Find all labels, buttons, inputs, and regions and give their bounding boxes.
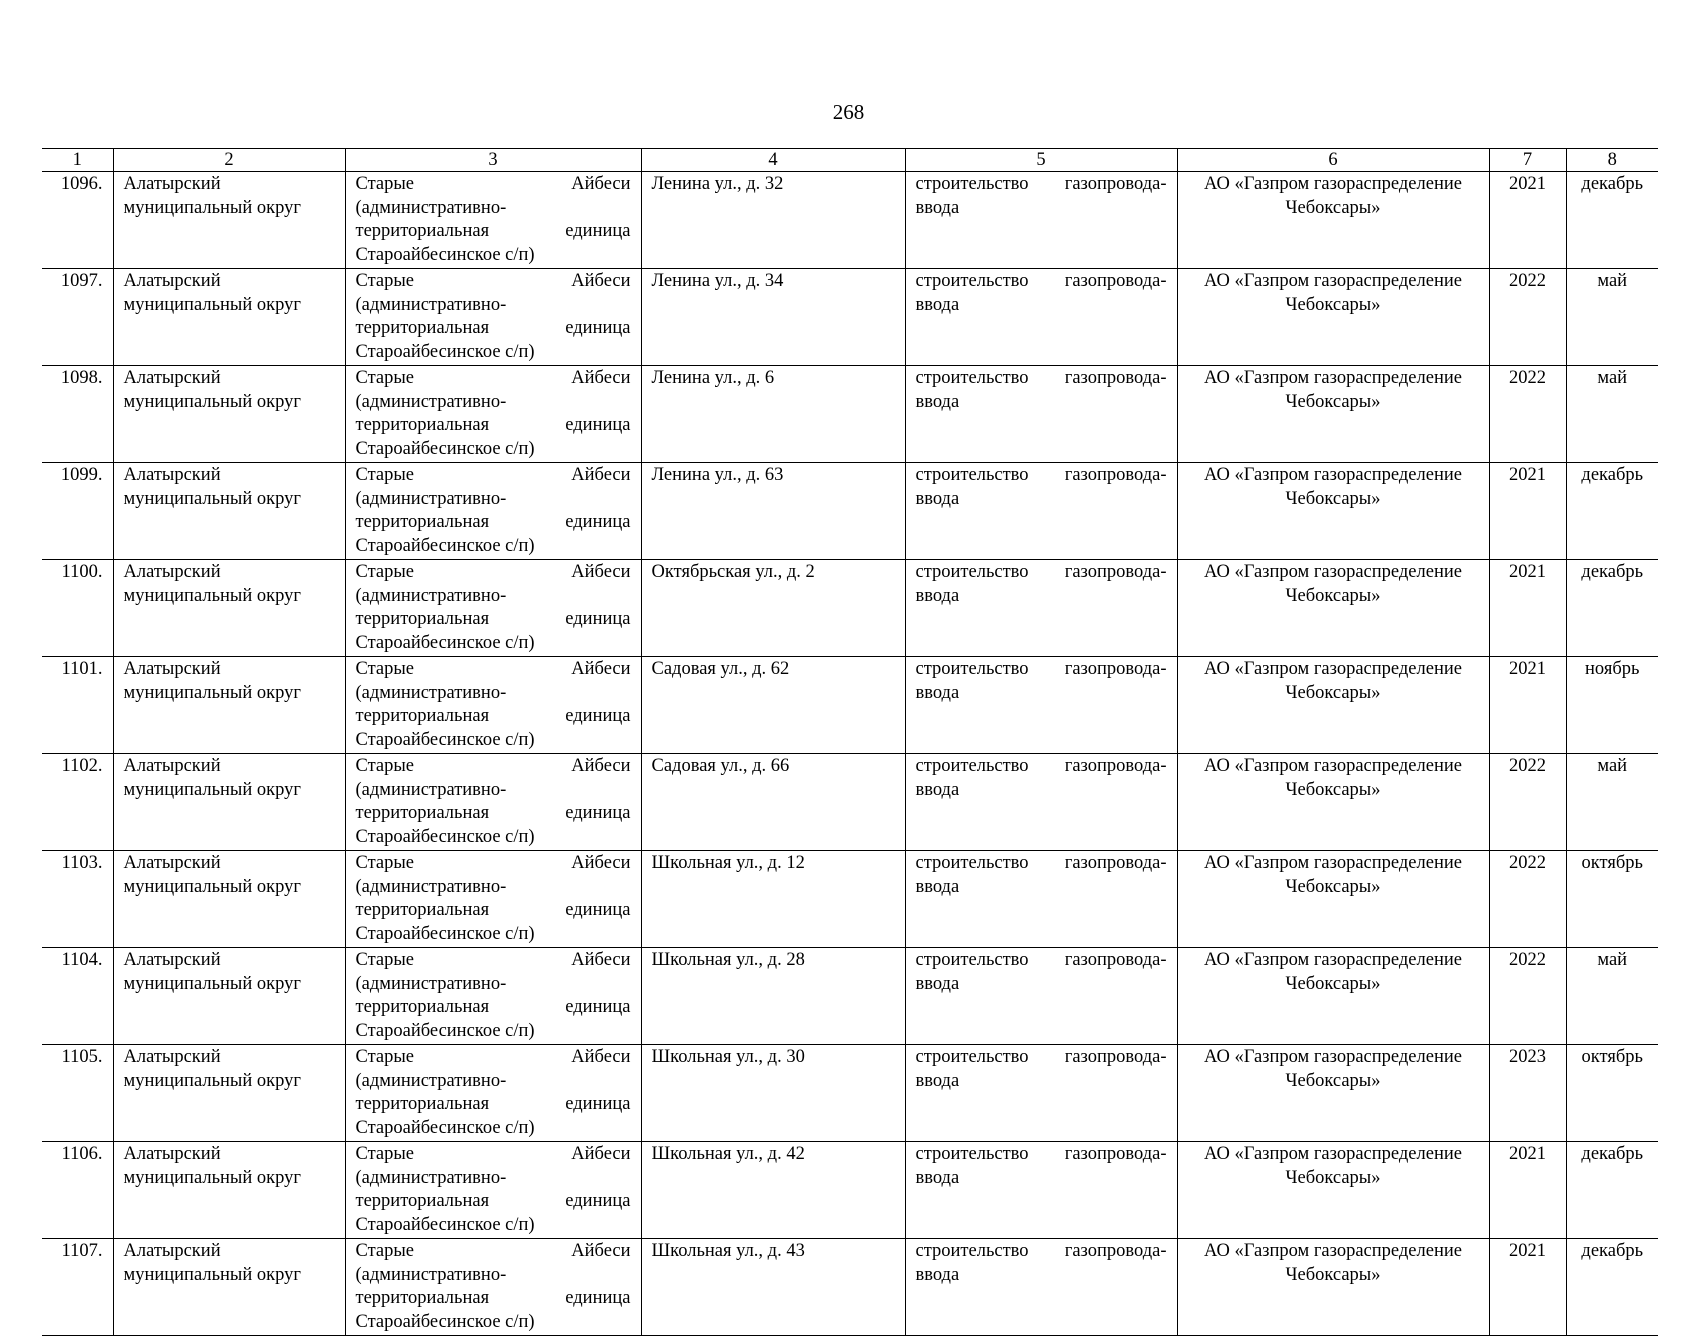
row-number: 1099. [42,463,113,560]
district-cell: Алатырский муниципальный округ [113,1239,345,1336]
table-row [42,172,1658,269]
locality-cell: Старые Айбеси (административно-территориальная единица Староайбесинское с/п) [345,1239,641,1336]
month-cell: декабрь [1566,1142,1658,1239]
year-cell: 2021 [1489,172,1566,269]
year-cell: 2022 [1489,366,1566,463]
address-cell: Садовая ул., д. 66 [641,754,905,851]
organization-cell: АО «Газпром газораспределение Чебоксары» [1177,948,1489,1045]
locality-cell: Старые Айбеси (административно-территориальная единица Староайбесинское с/п) [345,269,641,366]
locality-cell: Старые Айбеси (административно-территориальная единица Староайбесинское с/п) [345,851,641,948]
organization-cell: АО «Газпром газораспределение Чебоксары» [1177,1045,1489,1142]
month-cell: май [1566,948,1658,1045]
column-header: 6 [1177,149,1489,172]
year-cell: 2021 [1489,657,1566,754]
year-cell: 2021 [1489,1239,1566,1336]
row-number: 1098. [42,366,113,463]
month-cell: май [1566,269,1658,366]
year-cell: 2022 [1489,754,1566,851]
month-cell: май [1566,366,1658,463]
column-header: 7 [1489,149,1566,172]
table-row [42,657,1658,754]
year-cell: 2021 [1489,1142,1566,1239]
gas-pipeline-registry-table [42,148,1658,1336]
table-row [42,948,1658,1045]
year-cell: 2023 [1489,1045,1566,1142]
table-row [42,560,1658,657]
district-cell: Алатырский муниципальный округ [113,560,345,657]
district-cell: Алатырский муниципальный округ [113,657,345,754]
organization-cell: АО «Газпром газораспределение Чебоксары» [1177,851,1489,948]
row-number: 1101. [42,657,113,754]
work-type-cell: строительство газопровода-ввода [905,1045,1177,1142]
locality-cell: Старые Айбеси (административно-территориальная единица Староайбесинское с/п) [345,657,641,754]
work-type-cell: строительство газопровода-ввода [905,366,1177,463]
organization-cell: АО «Газпром газораспределение Чебоксары» [1177,463,1489,560]
month-cell: декабрь [1566,560,1658,657]
table-row [42,269,1658,366]
organization-cell: АО «Газпром газораспределение Чебоксары» [1177,1142,1489,1239]
row-number: 1105. [42,1045,113,1142]
month-cell: ноябрь [1566,657,1658,754]
district-cell: Алатырский муниципальный округ [113,366,345,463]
month-cell: декабрь [1566,1239,1658,1336]
locality-cell: Старые Айбеси (административно-территориальная единица Староайбесинское с/п) [345,948,641,1045]
work-type-cell: строительство газопровода-ввода [905,463,1177,560]
work-type-cell: строительство газопровода-ввода [905,172,1177,269]
district-cell: Алатырский муниципальный округ [113,851,345,948]
locality-cell: Старые Айбеси (административно-территориальная единица Староайбесинское с/п) [345,172,641,269]
organization-cell: АО «Газпром газораспределение Чебоксары» [1177,754,1489,851]
district-cell: Алатырский муниципальный округ [113,948,345,1045]
organization-cell: АО «Газпром газораспределение Чебоксары» [1177,172,1489,269]
district-cell: Алатырский муниципальный округ [113,269,345,366]
locality-cell: Старые Айбеси (административно-территориальная единица Староайбесинское с/п) [345,560,641,657]
address-cell: Школьная ул., д. 30 [641,1045,905,1142]
month-cell: декабрь [1566,463,1658,560]
district-cell: Алатырский муниципальный округ [113,754,345,851]
month-cell: май [1566,754,1658,851]
address-cell: Ленина ул., д. 6 [641,366,905,463]
row-number: 1097. [42,269,113,366]
column-header: 4 [641,149,905,172]
address-cell: Школьная ул., д. 43 [641,1239,905,1336]
page-number: 268 [832,100,865,124]
year-cell: 2022 [1489,269,1566,366]
address-cell: Школьная ул., д. 42 [641,1142,905,1239]
column-header: 2 [113,149,345,172]
work-type-cell: строительство газопровода-ввода [905,657,1177,754]
locality-cell: Старые Айбеси (административно-территориальная единица Староайбесинское с/п) [345,1045,641,1142]
row-number: 1104. [42,948,113,1045]
locality-cell: Старые Айбеси (административно-территориальная единица Староайбесинское с/п) [345,366,641,463]
work-type-cell: строительство газопровода-ввода [905,1239,1177,1336]
year-cell: 2022 [1489,851,1566,948]
organization-cell: АО «Газпром газораспределение Чебоксары» [1177,560,1489,657]
address-cell: Садовая ул., д. 62 [641,657,905,754]
row-number: 1102. [42,754,113,851]
row-number: 1106. [42,1142,113,1239]
table-row [42,1045,1658,1142]
work-type-cell: строительство газопровода-ввода [905,851,1177,948]
table-row [42,366,1658,463]
address-cell: Школьная ул., д. 28 [641,948,905,1045]
year-cell: 2021 [1489,463,1566,560]
column-header: 5 [905,149,1177,172]
year-cell: 2021 [1489,560,1566,657]
month-cell: декабрь [1566,172,1658,269]
district-cell: Алатырский муниципальный округ [113,1045,345,1142]
locality-cell: Старые Айбеси (административно-территориальная единица Староайбесинское с/п) [345,1142,641,1239]
row-number: 1103. [42,851,113,948]
organization-cell: АО «Газпром газораспределение Чебоксары» [1177,1239,1489,1336]
table-row [42,754,1658,851]
work-type-cell: строительство газопровода-ввода [905,948,1177,1045]
district-cell: Алатырский муниципальный округ [113,172,345,269]
row-number: 1100. [42,560,113,657]
column-header: 8 [1566,149,1658,172]
row-number: 1096. [42,172,113,269]
address-cell: Ленина ул., д. 32 [641,172,905,269]
month-cell: октябрь [1566,1045,1658,1142]
work-type-cell: строительство газопровода-ввода [905,1142,1177,1239]
district-cell: Алатырский муниципальный округ [113,463,345,560]
table-row [42,851,1658,948]
organization-cell: АО «Газпром газораспределение Чебоксары» [1177,269,1489,366]
locality-cell: Старые Айбеси (административно-территориальная единица Староайбесинское с/п) [345,754,641,851]
month-cell: октябрь [1566,851,1658,948]
locality-cell: Старые Айбеси (административно-территориальная единица Староайбесинское с/п) [345,463,641,560]
address-cell: Ленина ул., д. 34 [641,269,905,366]
column-header: 3 [345,149,641,172]
column-header: 1 [42,149,113,172]
organization-cell: АО «Газпром газораспределение Чебоксары» [1177,657,1489,754]
table-row [42,463,1658,560]
organization-cell: АО «Газпром газораспределение Чебоксары» [1177,366,1489,463]
address-cell: Ленина ул., д. 63 [641,463,905,560]
column-number-row [42,149,1658,172]
work-type-cell: строительство газопровода-ввода [905,269,1177,366]
row-number: 1107. [42,1239,113,1336]
table-row [42,1142,1658,1239]
work-type-cell: строительство газопровода-ввода [905,560,1177,657]
district-cell: Алатырский муниципальный округ [113,1142,345,1239]
work-type-cell: строительство газопровода-ввода [905,754,1177,851]
table-row [42,1239,1658,1336]
address-cell: Школьная ул., д. 12 [641,851,905,948]
address-cell: Октябрьская ул., д. 2 [641,560,905,657]
year-cell: 2022 [1489,948,1566,1045]
